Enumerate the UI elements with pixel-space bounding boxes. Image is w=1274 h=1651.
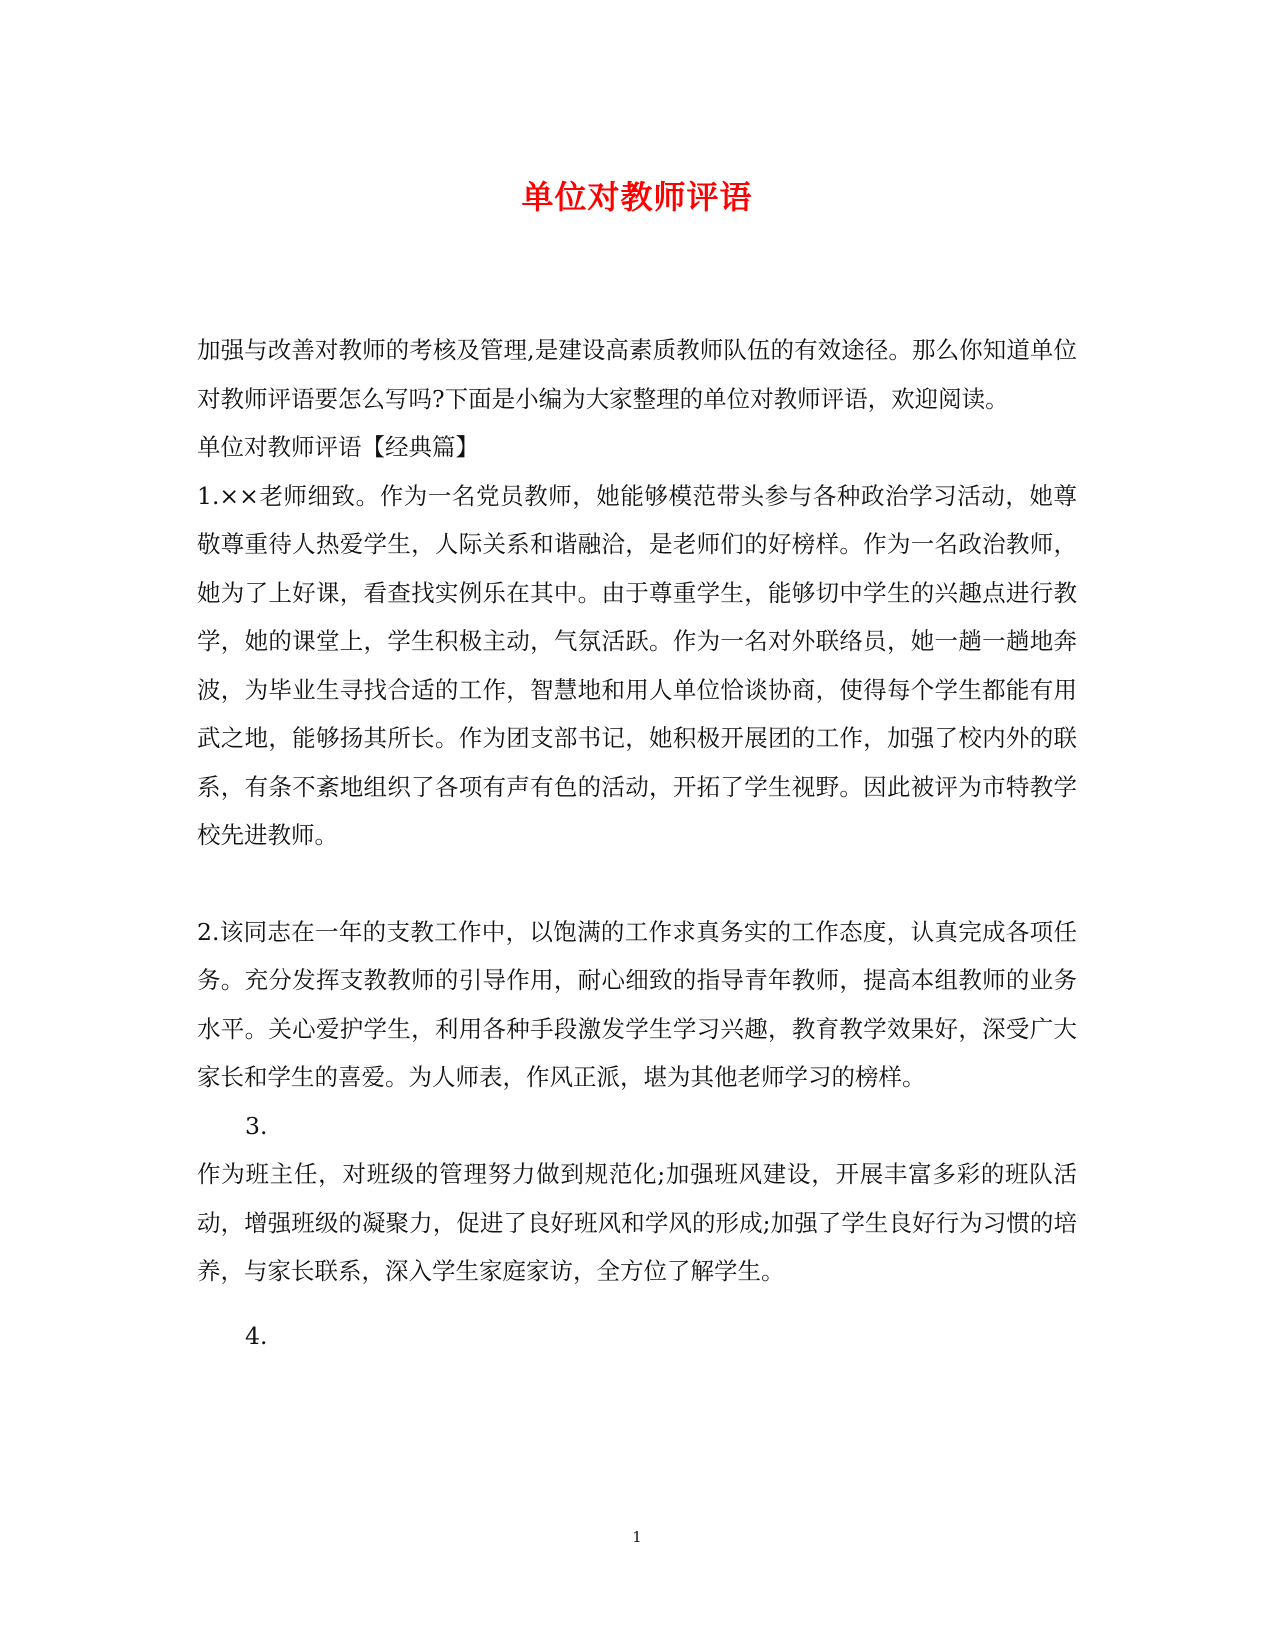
intro-paragraph: 加强与改善对教师的考核及管理,是建设高素质教师队伍的有效途径。那么你知道单位对教师评语要怎么写吗?下面是小编为大家整理的单位对教师评语，欢迎阅读。 <box>197 336 1077 413</box>
page-title: 单位对教师评语 <box>521 178 753 216</box>
page-number: 1 <box>632 1528 642 1546</box>
comment-item-2: 2.该同志在一年的支教工作中，以饱满的工作求真务实的工作态度，认真完成各项任务。充分发挥支教教师的引导作用，耐心细致的指导青年教师，提高本组教师的业务水平。关心爱护学生，利用各种手段激发学生学习兴趣，教育教学效果好，深受广大家长和学生的喜爱。为人师表，作风正派，堪为其他老师学习的榜样。 <box>197 917 1077 1091</box>
comment-item-4-number: 4. <box>245 1321 268 1350</box>
paragraph-spacer <box>197 860 1077 908</box>
section-heading: 单位对教师评语【经典篇】 <box>197 433 479 461</box>
comment-item-1: 1.××老师细致。作为一名党员教师，她能够模范带头参与各种政治学习活动，她尊敬尊重待人热爱学生，人际关系和谐融洽，是老师们的好榜样。作为一名政治教师，她为了上好课，看查找实例乐在其中。由于尊重学生，能够切中学生的兴趣点进行教学，她的课堂上，学生积极主动，气氛活跃。作为一名对外联络员，她一趟一趟地奔波，为毕业生寻找合适的工作，智慧地和用人单位恰谈协商，使得每个学生都能有用武之地，能够扬其所长。作为团支部书记，她积极开展团的工作，加强了校内外的联系，有条不紊地组织了各项有声有色的活动，开拓了学生视野。因此被评为市特教学校先进教师。 <box>197 481 1077 849</box>
document-body <box>197 326 1077 1360</box>
comment-item-3: 作为班主任，对班级的管理努力做到规范化;加强班风建设，开展丰富多彩的班队活动，增强班级的凝聚力，促进了良好班风和学风的形成;加强了学生良好行为习惯的培养，与家长联系，深入学生家庭家访，全方位了解学生。 <box>197 1160 1077 1285</box>
comment-item-3-number: 3. <box>245 1111 268 1140</box>
